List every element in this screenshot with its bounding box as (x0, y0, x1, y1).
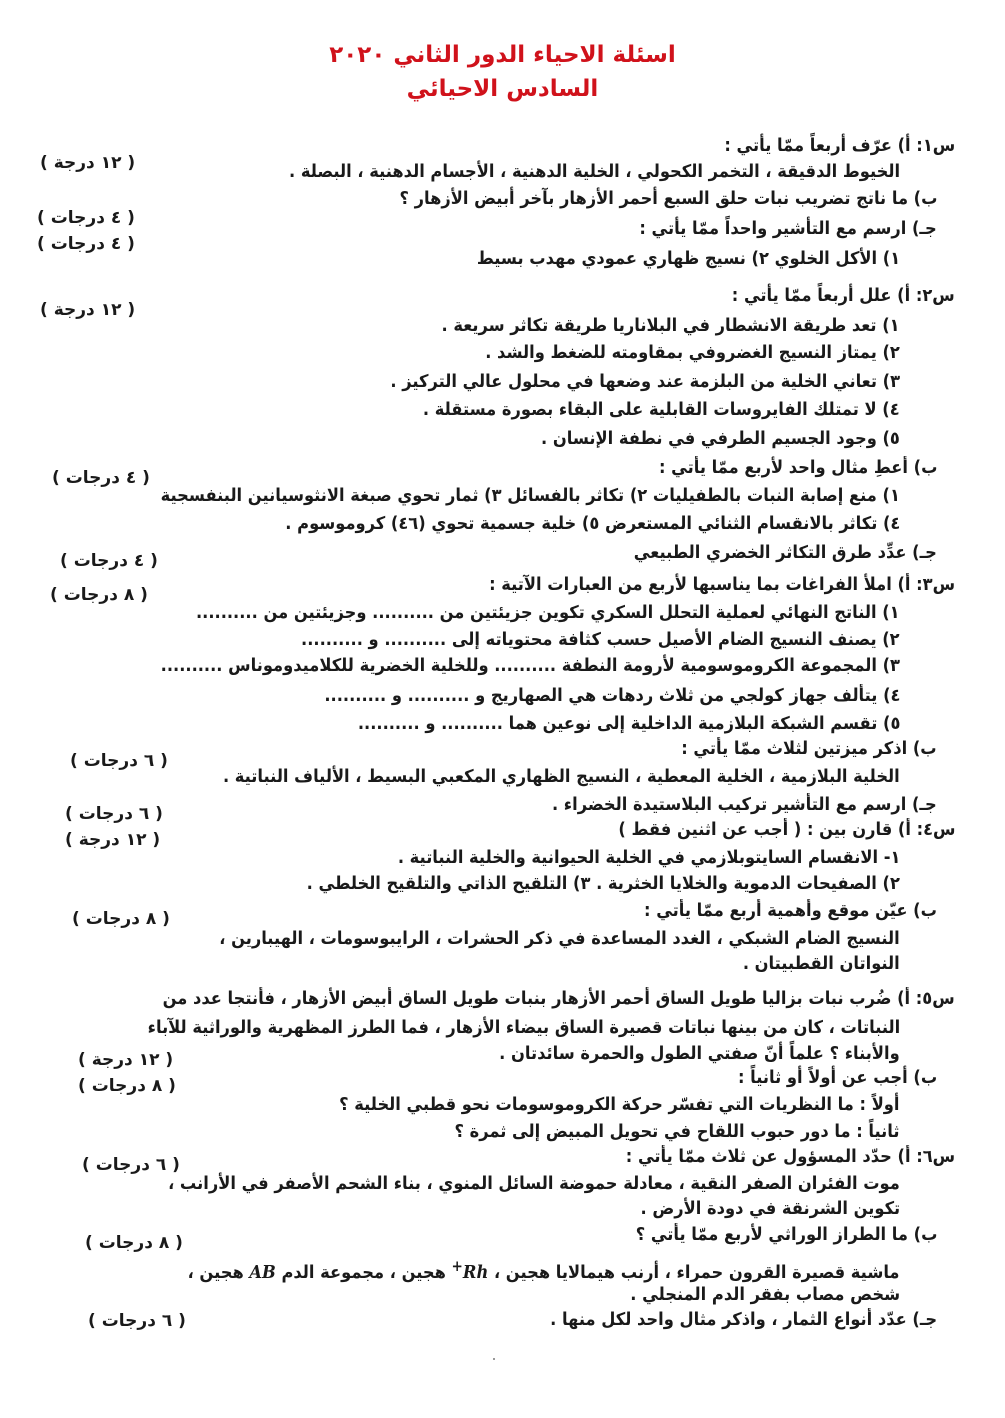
question-line (188, 1254, 900, 1286)
question-line: ١) الأكل الخلوي ٢) نسيج ظهاري عمودي مهدب بسيط (476, 249, 900, 269)
mark-label: ( ٤ درجات ) (37, 234, 135, 254)
question-line: النباتات ، كان من بينها نباتات قصيرة الساق بيضاء الأزهار ، فما الطرز المظهرية والوراثية للآباء (147, 1018, 900, 1038)
blood-line-text-1: ماشية قصيرة القرون حمراء ، أرنب هيمالايا هجين ، (494, 1262, 900, 1283)
scan-speck (493, 1358, 495, 1360)
question-line: جـ) عدّد أنواع الثمار ، واذكر مثال واحد لكل منها . (549, 1310, 937, 1330)
question-line: ٣) تعاني الخلية من البلزمة عند وضعها في محلول عالي التركيز . (390, 372, 900, 392)
exam-subtitle: السادس الاحيائي (406, 76, 599, 102)
question-line: س٢: أ) علل أربعاً ممّا يأتي : (732, 286, 955, 306)
question-line: ب) ما الطراز الوراثي لأربع ممّا يأتي ؟ (635, 1225, 937, 1245)
exam-title: اسئلة الاحياء الدور الثاني ٢٠٢٠ (329, 42, 676, 68)
question-line: جـ) ارسم مع التأشير تركيب البلاستيدة الخضراء . (552, 795, 937, 815)
mark-label: ( ٨ درجات ) (78, 1076, 176, 1096)
mark-label: ( ٦ درجات ) (65, 804, 163, 824)
question-line: موت الفئران الصفر النقية ، معادلة حموضة السائل المنوي ، بناء الشحم الأصفر في الأرانب ، (168, 1174, 900, 1194)
question-line: ٣) المجموعة الكروموسومية لأرومة النطفة .......... وللخلية الخضرية للكلاميدوموناس .......... (160, 656, 900, 676)
question-line: ١- الانقسام السايتوبلازمي في الخلية الحيوانية والخلية النباتية . (397, 848, 900, 868)
question-line: جـ) ارسم مع التأشير واحداً ممّا يأتي : (639, 219, 937, 239)
mark-label: ( ٤ درجات ) (37, 208, 135, 228)
mark-label: ( ١٢ درجة ) (78, 1050, 174, 1070)
question-line: أولاً : ما النظريات التي تفسّر حركة الكروموسومات نحو قطبي الخلية ؟ (339, 1095, 900, 1115)
question-line: الخيوط الدقيقة ، التخمر الكحولي ، الخلية الدهنية ، الأجسام الدهنية ، البصلة . (288, 162, 900, 182)
mark-label: ( ٤ درجات ) (60, 551, 158, 571)
question-line: ب) ما ناتج تضريب نبات حلق السبع أحمر الأزهار بآخر أبيض الأزهار ؟ (399, 189, 937, 209)
question-line: شخص مصاب بفقر الدم المنجلي . (630, 1285, 900, 1305)
question-line: الخلية البلازمية ، الخلية المعطية ، النسيج الظهاري المكعبي البسيط ، الألياف النباتية . (223, 767, 900, 787)
question-line: ب) أعطِ مثال واحد لأربع ممّا يأتي : (658, 458, 937, 478)
question-line: ٤) تكاثر بالانقسام الثنائي المستعرض ٥) خلية جسمية تحوي (٤٦) كروموسوم . (284, 514, 900, 534)
question-line: ب) عيّن موقع وأهمية أربع ممّا يأتي : (644, 901, 937, 921)
question-line: س٤: أ) قارن بين : ( أجب عن اثنين فقط ) (617, 820, 955, 840)
question-line: ٢) يمتاز النسيج الغضروفي بمقاومته للضغط والشد . (485, 343, 900, 363)
question-line: ١) منع إصابة النبات بالطفيليات ٢) تكاثر بالفسائل ٣) ثمار تحوي صبغة الانثوسيانين البنفسجية (160, 486, 900, 506)
mark-label: ( ٦ درجات ) (70, 751, 168, 771)
question-line: والأبناء ؟ علماً أنّ صفتي الطول والحمرة سائدتان . (499, 1044, 900, 1064)
question-line: ب) أجب عن أولاً أو ثانياً : (737, 1068, 937, 1088)
question-line: تكوين الشرنقة في دودة الأرض . (640, 1199, 900, 1219)
question-line: س١: أ) عرّف أربعاً ممّا يأتي : (724, 136, 955, 156)
ab-symbol: AB (249, 1262, 277, 1283)
mark-label: ( ١٢ درجة ) (40, 153, 136, 173)
question-line: س٦: أ) حدّد المسؤول عن ثلاث ممّا يأتي : (625, 1147, 955, 1167)
mark-label: ( ٨ درجات ) (72, 909, 170, 929)
question-line: جـ) عدِّد طرق التكاثر الخضري الطبيعي (633, 543, 937, 563)
mark-label: ( ٨ درجات ) (50, 585, 148, 605)
mark-label: ( ١٢ درجة ) (40, 300, 136, 320)
mark-label: ( ٦ درجات ) (88, 1311, 186, 1331)
rh-sup: + (452, 1258, 464, 1275)
rh-symbol: Rh (463, 1262, 489, 1283)
question-line: ب) اذكر ميزتين لثلاث ممّا يأتي : (681, 739, 937, 759)
question-line: النواتان القطبيتان . (743, 954, 900, 974)
blood-line-text-2: هجين ، مجموعة الدم (281, 1262, 447, 1283)
mark-label: ( ٤ درجات ) (52, 468, 150, 488)
mark-label: ( ٨ درجات ) (85, 1233, 183, 1253)
question-line: ٥) وجود الجسيم الطرفي في نطفة الإنسان . (541, 429, 900, 449)
question-line: النسيج الضام الشبكي ، الغدد المساعدة في ذكر الحشرات ، الرايبوسومات ، الهيبارين ، (219, 929, 900, 949)
question-line: ٢) يصنف النسيج الضام الأصيل حسب كثافة محتوياته إلى .......... و .......... (301, 630, 900, 650)
question-line: س٣: أ) املأ الفراغات بما يناسبها لأربع من العبارات الآتية : (488, 575, 955, 595)
question-line: ٢) الصفيحات الدموية والخلايا الخثرية . ٣) التلقيح الذاتي والتلقيح الخلطي . (306, 874, 900, 894)
question-line: ١) الناتج النهائي لعملية التحلل السكري تكوين جزيئتين من .......... وجزيئتين من .......... (196, 603, 900, 623)
blood-line-text-3: هجين ، (188, 1262, 245, 1283)
question-line: س٥: أ) ضُرب نبات بزاليا طويل الساق أحمر الأزهار بنبات طويل الساق أبيض الأزهار ، فأنتجا عدد من (162, 989, 955, 1009)
mark-label: ( ٦ درجات ) (82, 1155, 180, 1175)
mark-label: ( ١٢ درجة ) (65, 830, 161, 850)
question-line: ٥) تقسم الشبكة البلازمية الداخلية إلى نوعين هما .......... و .......... (357, 714, 900, 734)
question-line: ٤) لا تمتلك الفايروسات القابلية على البقاء بصورة مستقلة . (423, 400, 900, 420)
question-line: ٤) يتألف جهاز كولجي من ثلاث ردهات هي الصهاريج و .......... و .......... (323, 686, 900, 706)
question-line: ١) تعد طريقة الانشطار في البلاناريا طريقة تكاثر سريعة . (441, 316, 900, 336)
question-line: ثانياً : ما دور حبوب اللقاح في تحويل المبيض إلى ثمرة ؟ (454, 1122, 900, 1142)
